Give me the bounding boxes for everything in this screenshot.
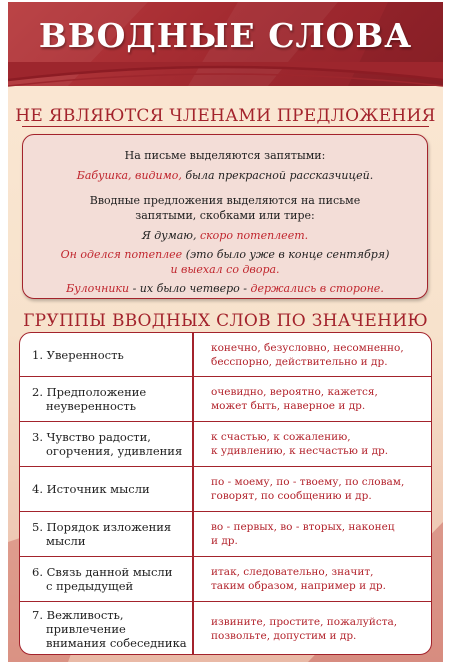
example-3-line1 [23, 247, 427, 262]
poster [8, 2, 443, 662]
text-line: бесспорно, действительно и др. [211, 355, 388, 368]
text-line: держались в стороне. [250, 282, 384, 295]
text-line: (это было уже в конце сентября) [185, 248, 390, 261]
text-line: привлечение [46, 622, 126, 636]
page-title: ВВОДНЫЕ СЛОВА [38, 16, 413, 55]
section-title-groups: ГРУППЫ ВВОДНЫХ СЛОВ ПО ЗНАЧЕНИЮ [23, 311, 428, 331]
group-cell [20, 333, 194, 376]
text-line: неуверенность [46, 399, 137, 413]
text-line: и др. [211, 535, 238, 547]
words-cell [194, 467, 431, 511]
text-line: к счастью, к сожалению, [211, 431, 351, 443]
group-cell [20, 377, 194, 421]
text-line: 6. Связь данной мысли [32, 565, 173, 579]
text-line: 3. Чувство радости, [32, 430, 151, 444]
section-divider [22, 126, 429, 127]
text-line: была прекрасной рассказчицей. [185, 169, 374, 182]
rule-intro-sentences-1: Вводные предложения выделяются на письме [89, 194, 361, 207]
table-row [20, 602, 431, 655]
table-row [20, 467, 431, 512]
group-cell [20, 422, 194, 466]
example-3-line2: и выехал со двора. [170, 263, 280, 276]
groups-table [19, 332, 432, 655]
group-cell [20, 602, 194, 655]
text-line: скоро потеплеет. [199, 229, 309, 242]
text-line: во - первых, во - вторых, наконец [211, 521, 395, 533]
text-line: 7. Вежливость, [32, 608, 124, 622]
text-line: Он оделся потеплее [60, 248, 186, 261]
table-row [20, 422, 431, 467]
text-line: мысли [46, 534, 86, 548]
rule-intro-sentences-2: запятыми, скобками или тире: [135, 209, 315, 222]
text-line: огорчения, удивления [46, 444, 183, 458]
words-cell [194, 512, 431, 556]
rule-commas: На письме выделяются запятыми: [124, 149, 326, 162]
words-cell [194, 333, 431, 376]
text-line: Булочники [66, 282, 133, 295]
words-cell [194, 377, 431, 421]
group-cell [20, 512, 194, 556]
table-row [20, 512, 431, 557]
text-line: очевидно, вероятно, кажется, [211, 386, 378, 398]
text-line: Я думаю, [141, 229, 200, 242]
text-line: по - моему, по - твоему, по словам, [211, 476, 405, 488]
table-row [20, 333, 431, 377]
section-title-not-members: НЕ ЯВЛЯЮТСЯ ЧЛЕНАМИ ПРЕДЛОЖЕНИЯ [15, 106, 436, 126]
words-cell [194, 557, 431, 601]
text-line: с предыдущей [46, 579, 134, 593]
group-cell [20, 467, 194, 511]
text-line: позвольте, допустим и др. [211, 630, 357, 642]
rules-box [22, 134, 428, 299]
example-1 [23, 168, 427, 183]
text-line: 2. Предположение [32, 385, 147, 399]
text-line: внимания собеседника [46, 636, 187, 650]
text-line: 4. Источник мысли [32, 482, 150, 496]
text-line: конечно, безусловно, несомненно, [211, 341, 404, 354]
text-line: - их было четверо - [132, 282, 251, 295]
text-line: таким образом, например и др. [211, 580, 386, 592]
words-cell [194, 422, 431, 466]
group-cell [20, 557, 194, 601]
text-line: может быть, наверное и др. [211, 400, 366, 412]
text-line: 5. Порядок изложения [32, 520, 172, 534]
words-cell [194, 602, 431, 655]
text-line: Бабушка, видимо, [76, 169, 186, 182]
text-line: 1. Уверенность [32, 347, 124, 362]
header-wave [8, 62, 443, 96]
text-line: итак, следовательно, значит, [211, 566, 374, 578]
example-4 [23, 281, 427, 296]
example-2 [23, 228, 427, 243]
text-line: извините, простите, пожалуйста, [211, 616, 398, 628]
text-line: к удивлению, к несчастью и др. [211, 445, 389, 457]
table-row [20, 377, 431, 422]
text-line: говорят, по сообщению и др. [211, 490, 372, 502]
table-row [20, 557, 431, 602]
